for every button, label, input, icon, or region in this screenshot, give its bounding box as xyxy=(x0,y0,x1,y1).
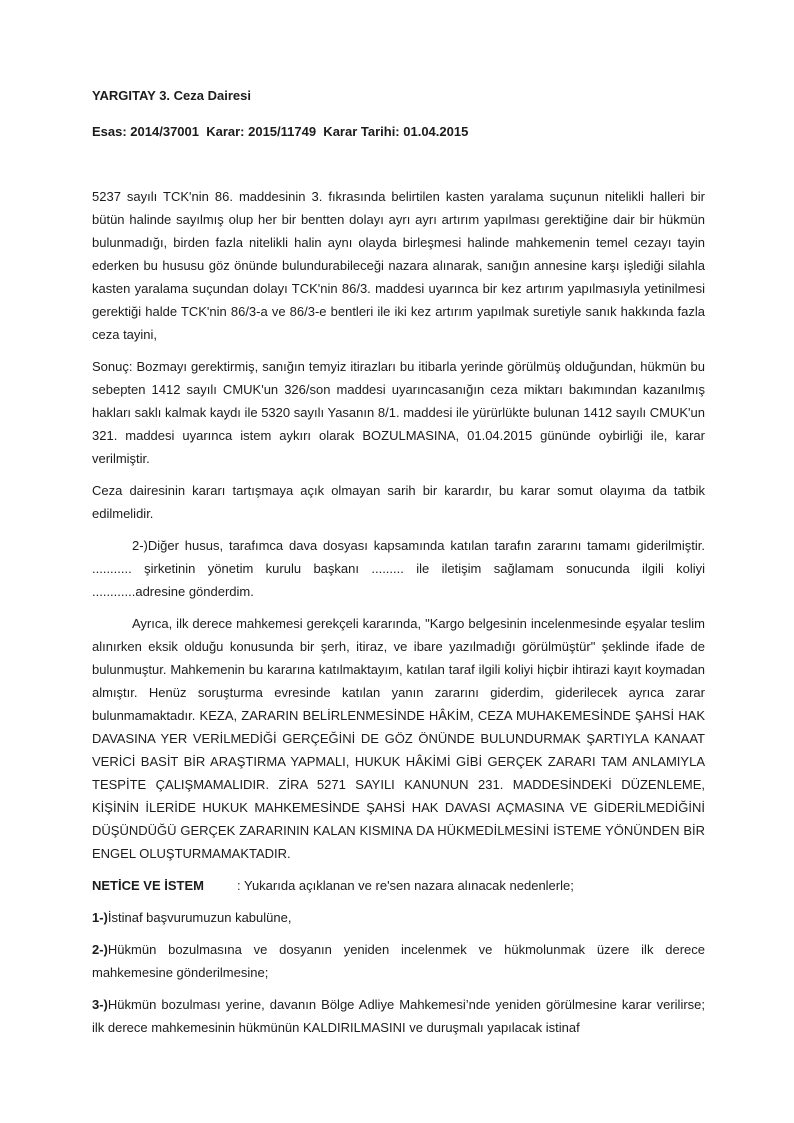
request-item-3 xyxy=(92,993,709,1039)
netice-ve-istem-text: : Yukarıda açıklanan ve re'sen nazara alınacak nedenlerle; xyxy=(237,878,574,893)
paragraph-ayrica: Ayrıca, ilk derece mahkemesi gerekçeli kararında, "Kargo belgesinin incelenmesinde eşyalar teslim alınırken eksik olduğu konusunda bir şerh, itiraz, ve ibare yazılmadığı görülmüştür" şeklinde ifade de bulunmuştur. Mahkemenin bu kararına katılmaktayım, katılan taraf ilgili koliyi hiçbir ihtirazi kayıt koymadan almıştır. Henüz soruşturma evresinde katılan yanın zararını giderdim, giderilecek ayrıca zarar bulunmamaktadır. KEZA, ZARARIN BELİRLENMESİNDE HÂKİM, CEZA MUHAKEMESİNDE ŞAHSİ HAK DAVASINA YER VERİLMEDİĞİ GERÇEĞİNİ DE GÖZ ÖNÜNDE BULUNDURMAK ŞARTIYLA KANAAT VERİCİ BASİT BİR ARAŞTIRMA YAPMALI, HUKUK HÂKİMİ GİBİ GERÇEK ZARARI TAM ANLAMIYLA TESPİTE ÇALIŞMAMALIDIR. ZİRA 5271 SAYILI KANUNUN 231. MADDESİNDEKİ DÜZENLEME, KİŞİNİN İLERİDE HUKUK MAHKEMESİNDE ŞAHSİ HAK DAVASI AÇMASINA VE GİDERİLMEDİĞİNİ DÜŞÜNDÜĞÜ GERÇEK ZARARININ KALAN KISMINA DA HÜKMEDİLMESİNİ İSTEME YÖNÜNDEN BİR ENGEL OLUŞTURMAMAKTADIR. xyxy=(92,616,709,861)
document-title: YARGITAY 3. Ceza Dairesi xyxy=(92,88,251,103)
request-item-1 xyxy=(92,906,705,929)
request-item-2 xyxy=(92,938,709,984)
paragraph-diger-husus: 2-)Diğer husus, tarafımca dava dosyası kapsamında katılan tarafın zararını tamamı giderilmiştir. ........... şirketinin yönetim kurulu başkanı ......... ile iletişim sağlamam sonucunda ilgili koliyi ............adresine gönderdim. xyxy=(92,538,709,599)
paragraph-appeal-grounds: 5237 sayılı TCK'nin 86. maddesinin 3. fıkrasında belirtilen kasten yaralama suçunun nitelikli halleri bir bütün halinde sayılmış olup her bir bentten dolayı ayrı ayrı artırım yapılması gerektiğine dair bir hükmün bulunmadığı, birden fazla nitelikli halin aynı olayda birleşmesi halinde mahkemenin temel cezayı tayin ederken bu hususu göz önünde bulundurabileceği nazara alınarak, sanığın annesine karşı işlediği silahla kasten yaralama suçundan dolayı TCK'nin 86/3. maddesi uyarınca bir kez artırım yapılmasıyla yetinilmesi gerektiği halde TCK'nin 86/3-a ve 86/3-e bentleri ile iki kez artırım yapılmak suretiyle sanık hakkında fazla ceza tayini, xyxy=(92,189,709,342)
paragraph-ceza-dairesi: Ceza dairesinin kararı tartışmaya açık olmayan sarih bir karardır, bu karar somut olayıma da tatbik edilmelidir. xyxy=(92,483,709,521)
request-item-3-number: 3-) xyxy=(92,997,108,1012)
netice-ve-istem-label: NETİCE VE İSTEM xyxy=(92,878,204,893)
request-item-3-text: Hükmün bozulması yerine, davanın Bölge Adliye Mahkemesi’nde yeniden görülmesine karar verilirse; ilk derece mahkemesinin hükmünün KALDIRILMASINI ve duruşmalı yapılacak istinaf xyxy=(92,997,709,1035)
request-item-2-number: 2-) xyxy=(92,942,108,957)
request-item-2-text: Hükmün bozulmasına ve dosyanın yeniden incelenmek ve hükmolunmak üzere ilk derece mahkemesine gönderilmesine; xyxy=(92,942,709,980)
netice-ve-istem-line xyxy=(92,874,705,897)
paragraph-sonuc: Sonuç: Bozmayı gerektirmiş, sanığın temyiz itirazları bu itibarla yerinde görülmüş olduğundan, hükmün bu sebepten 1412 sayılı CMUK'un 326/son maddesi uyarıncasanığın ceza miktarı bakımından kazanılmış hakları saklı kalmak kaydı ile 5320 sayılı Yasanın 8/1. maddesi ile yürürlükte bulunan 1412 sayılı CMUK'un 321. maddesi uyarınca istem aykırı olarak BOZULMASINA, 01.04.2015 gününde oybirliği ile, karar verilmiştir. xyxy=(92,359,709,466)
case-info-line: Esas: 2014/37001 Karar: 2015/11749 Karar Tarihi: 01.04.2015 xyxy=(92,124,469,139)
request-item-1-text: İstinaf başvurumuzun kabulüne, xyxy=(107,910,292,925)
request-item-1-number: 1-) xyxy=(92,910,108,925)
